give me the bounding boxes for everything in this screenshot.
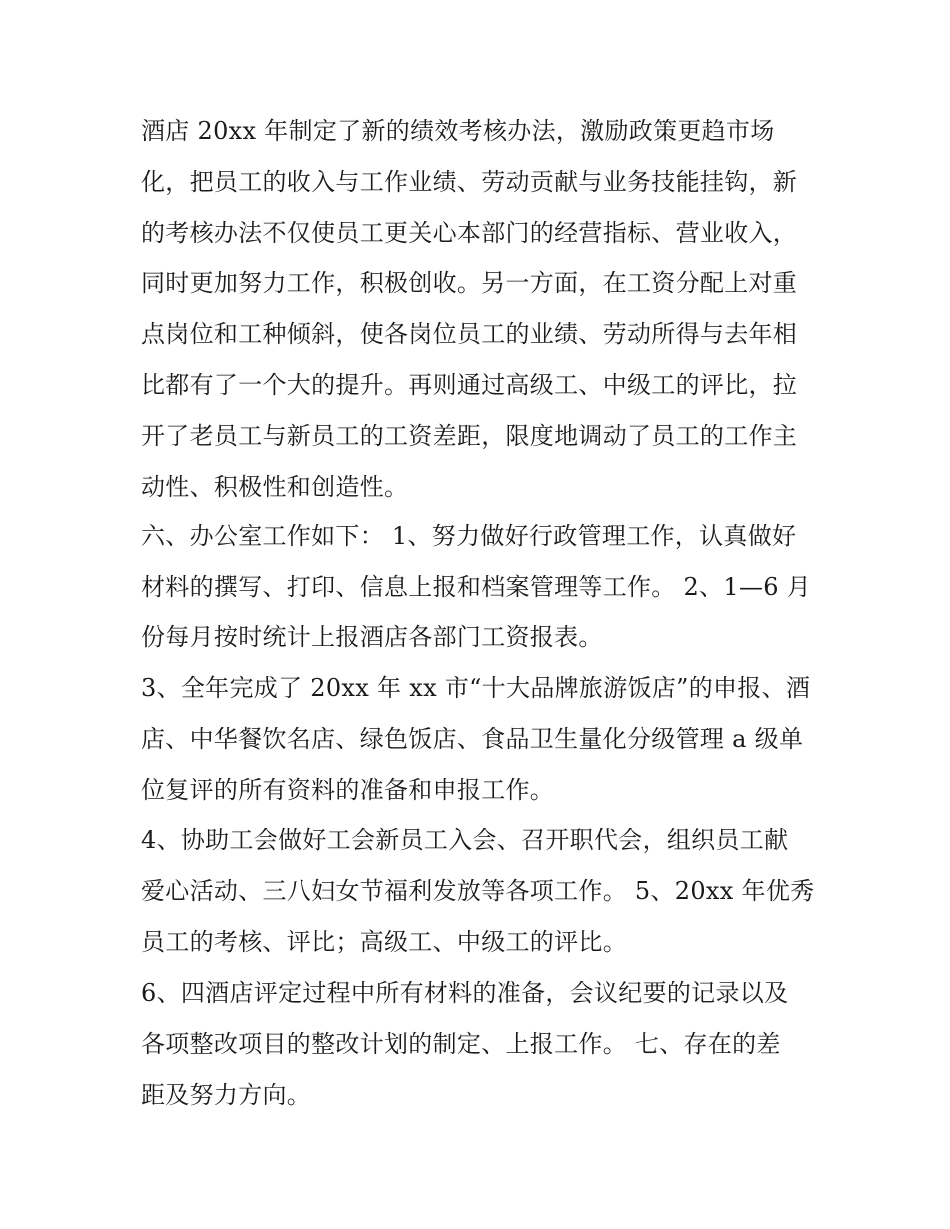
text-line: 3、全年完成了 20xx 年 xx 市“十大品牌旅游饭店”的申报、酒 [141, 674, 811, 702]
text-line: 员工的考核、评比；高级工、中级工的评比。 [141, 928, 627, 956]
text-line: 距及努力方向。 [141, 1081, 312, 1109]
text-line: 的考核办法不仅使员工更关心本部门的经营指标、营业收入， [141, 219, 798, 247]
text-line: 比都有了一个大的提升。再则通过高级工、中级工的评比，拉 [141, 371, 798, 399]
text-line: 4、协助工会做好工会新员工入会、召开职代会，组织员工献 [141, 826, 789, 854]
text-line: 位复评的所有资料的准备和申报工作。 [141, 776, 555, 804]
text-line: 化，把员工的收入与工作业绩、劳动贡献与业务技能挂钩，新 [141, 168, 798, 196]
text-line: 点岗位和工种倾斜，使各岗位员工的业绩、劳动所得与去年相 [141, 320, 798, 348]
text-line: 开了老员工与新员工的工资差距，限度地调动了员工的工作主 [141, 422, 798, 450]
text-line: 爱心活动、三八妇女节福利发放等各项工作。 5、20xx 年优秀 [141, 877, 815, 905]
text-line: 六、办公室工作如下： 1、努力做好行政管理工作，认真做好 [141, 522, 797, 550]
text-line: 各项整改项目的整改计划的制定、上报工作。 七、存在的差 [141, 1030, 781, 1058]
text-line: 份每月按时统计上报酒店各部门工资报表。 [141, 623, 603, 651]
text-line: 同时更加努力工作，积极创收。另一方面，在工资分配上对重 [141, 269, 798, 297]
text-line: 店、中华餐饮名店、绿色饭店、食品卫生量化分级管理 a 级单 [141, 725, 804, 753]
text-line: 材料的撰写、打印、信息上报和档案管理等工作。 2、1—6 月 [141, 573, 812, 601]
text-line: 6、四酒店评定过程中所有材料的准备，会议纪要的记录以及 [141, 979, 789, 1007]
text-line: 酒店 20xx 年制定了新的绩效考核办法，激励政策更趋市场 [141, 117, 775, 145]
text-line: 动性、积极性和创造性。 [141, 473, 409, 501]
